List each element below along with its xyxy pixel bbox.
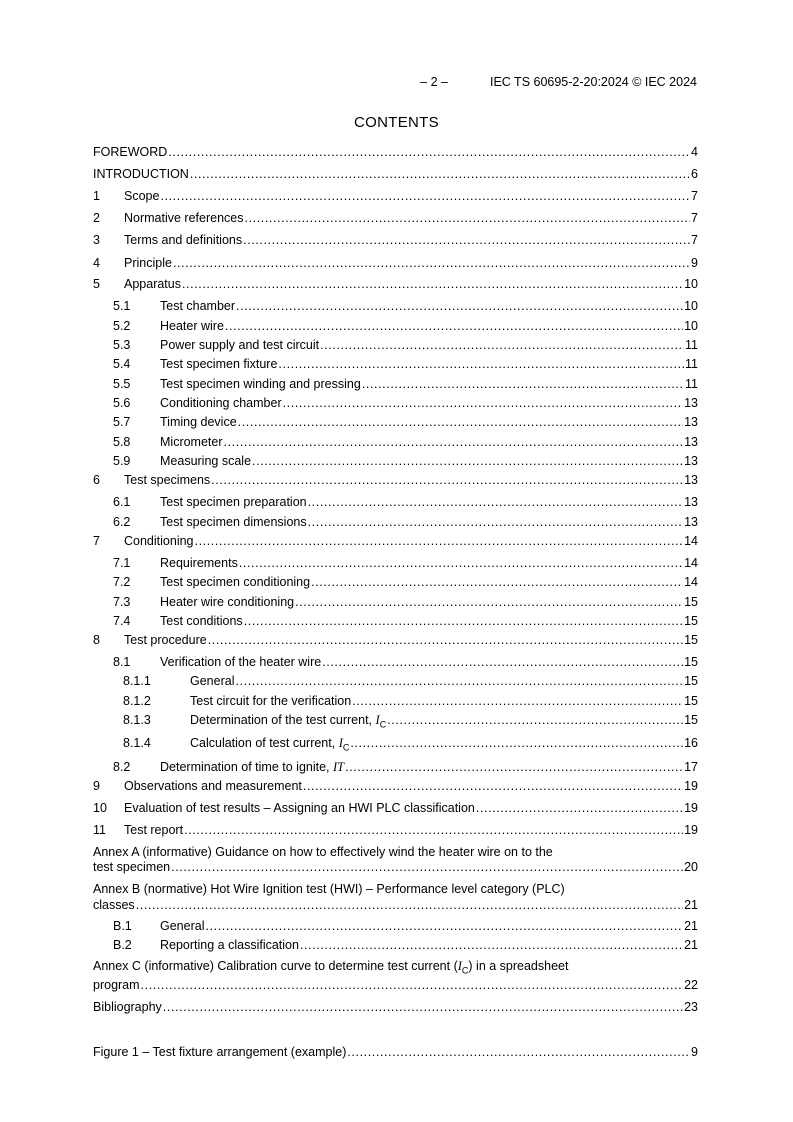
toc-page-number: 4 — [691, 145, 698, 159]
toc-entry-title: Test specimen winding and pressing — [160, 377, 361, 391]
toc-entry-title: Figure 1 – Test fixture arrangement (example) — [93, 1045, 347, 1059]
toc-entry-7-1[interactable] — [93, 556, 698, 571]
toc-section-number: 5.3 — [113, 338, 131, 352]
toc-section-number: 5.5 — [113, 377, 131, 391]
toc-entry-title: Test specimen preparation — [160, 495, 307, 509]
toc-section-number: 6.1 — [113, 495, 131, 509]
toc-entry-5[interactable] — [93, 277, 698, 292]
toc-entry-title: Annex C (informative) Calibration curve to determine test current $(I_C)$ in a spreadsheet — [93, 959, 569, 976]
toc-entry-9[interactable] — [93, 779, 698, 794]
toc-page-number: 15 — [684, 713, 698, 727]
toc-section-number: 5.4 — [113, 357, 131, 371]
toc-entry-5-9[interactable] — [93, 454, 698, 469]
toc-section-number: 5 — [93, 277, 100, 291]
toc-entry-title: Timing device — [160, 415, 237, 429]
toc-entry-title: Test specimen fixture — [160, 357, 278, 371]
document-reference: IEC TS 60695-2-20:2024 © IEC 2024 — [489, 75, 697, 89]
toc-entry-8-1-2[interactable] — [93, 694, 698, 709]
toc-page-number: 13 — [684, 435, 698, 449]
toc-section-number: 8.1.3 — [123, 713, 151, 727]
toc-section-number: 7.3 — [113, 595, 131, 609]
toc-section-number: 6.2 — [113, 515, 131, 529]
toc-page-number: 13 — [684, 396, 698, 410]
toc-entry-title: Test procedure — [124, 633, 207, 647]
toc-entry-title: Observations and measurement — [124, 779, 302, 793]
toc-entry-8-2[interactable] — [93, 760, 698, 775]
toc-page-number: 10 — [684, 299, 698, 313]
toc-entry-title: Test specimen conditioning — [160, 575, 311, 589]
toc-entry-title: Conditioning chamber — [160, 396, 282, 410]
current-symbol: $I_C$ — [375, 713, 387, 730]
toc-page-number: 21 — [684, 898, 698, 912]
toc-entry-title: Test chamber — [160, 299, 236, 313]
toc-entry-title: Test report — [124, 823, 184, 837]
toc-page-number: 11 — [685, 338, 698, 352]
toc-entry-5-5[interactable] — [93, 377, 698, 392]
toc-section-number: 2 — [93, 211, 100, 225]
toc-entry-6-1[interactable] — [93, 495, 698, 510]
toc-entry-title: Heater wire — [160, 319, 224, 333]
toc-entry-5-2[interactable] — [93, 319, 698, 334]
toc-entry-title: INTRODUCTION — [93, 167, 189, 181]
current-symbol: $I_C$ — [338, 736, 350, 753]
toc-entry-title: Determination of time to ignite, IT — [160, 760, 345, 774]
page-number: – 2 – — [420, 75, 448, 89]
toc-entry-8-1[interactable] — [93, 655, 698, 670]
toc-section-number: 7.4 — [113, 614, 131, 628]
toc-section-number: 11 — [93, 823, 106, 837]
toc-page-number: 21 — [684, 938, 698, 952]
toc-entry-title: Verification of the heater wire — [160, 655, 322, 669]
toc-page-number: 15 — [684, 674, 698, 688]
toc-entry-b-2[interactable] — [93, 938, 698, 953]
toc-entry-figure-1[interactable] — [93, 1045, 698, 1060]
toc-page-number: 19 — [684, 823, 698, 837]
toc-entry-title: Normative references — [124, 211, 244, 225]
toc-entry-8[interactable] — [93, 633, 698, 648]
toc-page-number: 15 — [684, 655, 698, 669]
toc-entry-title: Annex A (informative) Guidance on how to effectively wind the heater wire on to the — [93, 845, 553, 859]
toc-section-number: 5.8 — [113, 435, 131, 449]
toc-page-number: 14 — [684, 534, 698, 548]
toc-entry-title: Test circuit for the verification — [190, 694, 352, 708]
toc-entry-introduction[interactable] — [93, 167, 698, 182]
toc-entry-title: Reporting a classification — [160, 938, 299, 952]
toc-section-number: 7 — [93, 534, 100, 548]
toc-section-number: 8.1.4 — [123, 736, 151, 750]
toc-entry-b-1[interactable] — [93, 919, 698, 934]
toc-entry-5-6[interactable] — [93, 396, 698, 411]
toc-page-number: 14 — [684, 575, 698, 589]
page-header — [420, 75, 697, 89]
toc-section-number: 10 — [93, 801, 107, 815]
toc-page-number: 15 — [684, 633, 698, 647]
toc-entry-8-1-3[interactable] — [93, 713, 698, 733]
toc-entry-6[interactable] — [93, 473, 698, 488]
toc-entry-title: Test conditions — [160, 614, 243, 628]
toc-page-number: 7 — [691, 233, 698, 247]
toc-entry-8-1-4[interactable] — [93, 736, 698, 756]
toc-entry-8-1-1[interactable] — [93, 674, 698, 689]
toc-page-number: 15 — [684, 694, 698, 708]
toc-page-number: 16 — [684, 736, 698, 750]
toc-page-number: 7 — [691, 189, 698, 203]
toc-section-number: 3 — [93, 233, 100, 247]
toc-entry-title: Terms and definitions — [124, 233, 243, 247]
toc-page-number: 19 — [684, 801, 698, 815]
toc-section-number: 1 — [93, 189, 100, 203]
toc-section-number: 7.1 — [113, 556, 131, 570]
toc-entry-title: Apparatus — [124, 277, 181, 291]
toc-section-number: 5.1 — [113, 299, 131, 313]
toc-entry-title: Test specimens — [124, 473, 211, 487]
toc-section-number: 5.6 — [113, 396, 131, 410]
time-to-ignite-symbol: IT — [333, 760, 345, 774]
toc-entry-7-3[interactable] — [93, 595, 698, 610]
toc-page-number: 9 — [691, 1045, 698, 1059]
toc-entry-title-cont: classes — [93, 898, 135, 912]
page-title: CONTENTS — [354, 114, 439, 131]
toc-entry-11[interactable] — [93, 823, 698, 838]
toc-section-number: B.1 — [113, 919, 132, 933]
toc-section-number: 5.9 — [113, 454, 131, 468]
toc-page-number: 13 — [684, 473, 698, 487]
toc-entry-title-cont: test specimen — [93, 860, 171, 874]
toc-page-number: 17 — [684, 760, 698, 774]
toc-page-number: 21 — [684, 919, 698, 933]
toc-entry-title: Test specimen dimensions — [160, 515, 307, 529]
toc-section-number: 8.2 — [113, 760, 131, 774]
toc-page-number: 10 — [684, 277, 698, 291]
toc-entry-foreword[interactable] — [93, 145, 698, 160]
toc-section-number: 9 — [93, 779, 100, 793]
toc-page-number: 13 — [684, 495, 698, 509]
toc-entry-5-7[interactable] — [93, 415, 698, 430]
toc-page-number: 10 — [684, 319, 698, 333]
toc-page-number: 22 — [684, 978, 698, 992]
toc-section-number: 8.1.2 — [123, 694, 151, 708]
toc-entry-10[interactable] — [93, 801, 698, 816]
toc-section-number: 5.2 — [113, 319, 131, 333]
toc-entry-title: Measuring scale — [160, 454, 252, 468]
toc-page-number: 6 — [691, 167, 698, 181]
toc-page-number: 14 — [684, 556, 698, 570]
toc-page-number: 9 — [691, 256, 698, 270]
toc-section-number: 8.1 — [113, 655, 131, 669]
toc-page-number: 20 — [684, 860, 698, 874]
current-symbol: $I_C$ — [457, 959, 469, 976]
toc-entry-title: Heater wire conditioning — [160, 595, 295, 609]
toc-section-number: 4 — [93, 256, 100, 270]
toc-page-number: 13 — [684, 454, 698, 468]
toc-page-number: 11 — [685, 357, 698, 371]
toc-entry-title: General — [160, 919, 205, 933]
toc-entry-5-4[interactable] — [93, 357, 698, 372]
toc-entry-title: General — [190, 674, 235, 688]
toc-entry-title: Conditioning — [124, 534, 194, 548]
toc-page-number: 23 — [684, 1000, 698, 1014]
toc-entry-title: Bibliography — [93, 1000, 162, 1014]
toc-page-number: 7 — [691, 211, 698, 225]
toc-entry-5-8[interactable] — [93, 435, 698, 450]
toc-entry-3[interactable] — [93, 233, 698, 248]
toc-entry-title: Calculation of test current, $I_C$ — [190, 736, 350, 753]
toc-section-number: 7.2 — [113, 575, 131, 589]
toc-entry-title: Scope — [124, 189, 160, 203]
toc-entry-5-1[interactable] — [93, 299, 698, 314]
toc-entry-title: Principle — [124, 256, 172, 270]
toc-page-number: 13 — [684, 515, 698, 529]
toc-entry-7[interactable] — [93, 534, 698, 549]
toc-entry-title: Micrometer — [160, 435, 223, 449]
toc-entry-title: Evaluation of test results – Assigning an HWI PLC classification — [124, 801, 475, 815]
toc-section-number: 5.7 — [113, 415, 131, 429]
toc-entry-title: Annex B (normative) Hot Wire Ignition test (HWI) – Performance level category (PLC) — [93, 882, 565, 896]
toc-entry-title: FOREWORD — [93, 145, 168, 159]
toc-page-number: 19 — [684, 779, 698, 793]
toc-entry-bibliography[interactable] — [93, 1000, 698, 1015]
toc-entry-title: Determination of the test current, $I_C$ — [190, 713, 387, 730]
toc-section-number: B.2 — [113, 938, 132, 952]
toc-entry-title-cont: program — [93, 978, 140, 992]
toc-entry-7-2[interactable] — [93, 575, 698, 590]
toc-section-number: 6 — [93, 473, 100, 487]
toc-entry-5-3[interactable] — [93, 338, 698, 353]
toc-page-number: 15 — [684, 595, 698, 609]
toc-entry-1[interactable] — [93, 189, 698, 204]
toc-section-number: 8 — [93, 633, 100, 647]
toc-entry-2[interactable] — [93, 211, 698, 226]
toc-entry-title: Power supply and test circuit — [160, 338, 320, 352]
toc-entry-7-4[interactable] — [93, 614, 698, 629]
toc-entry-6-2[interactable] — [93, 515, 698, 530]
toc-entry-title: Requirements — [160, 556, 238, 570]
toc-entry-4[interactable] — [93, 256, 698, 271]
toc-page-number: 15 — [684, 614, 698, 628]
toc-page-number: 11 — [685, 377, 698, 391]
toc-page-number: 13 — [684, 415, 698, 429]
toc-section-number: 8.1.1 — [123, 674, 151, 688]
